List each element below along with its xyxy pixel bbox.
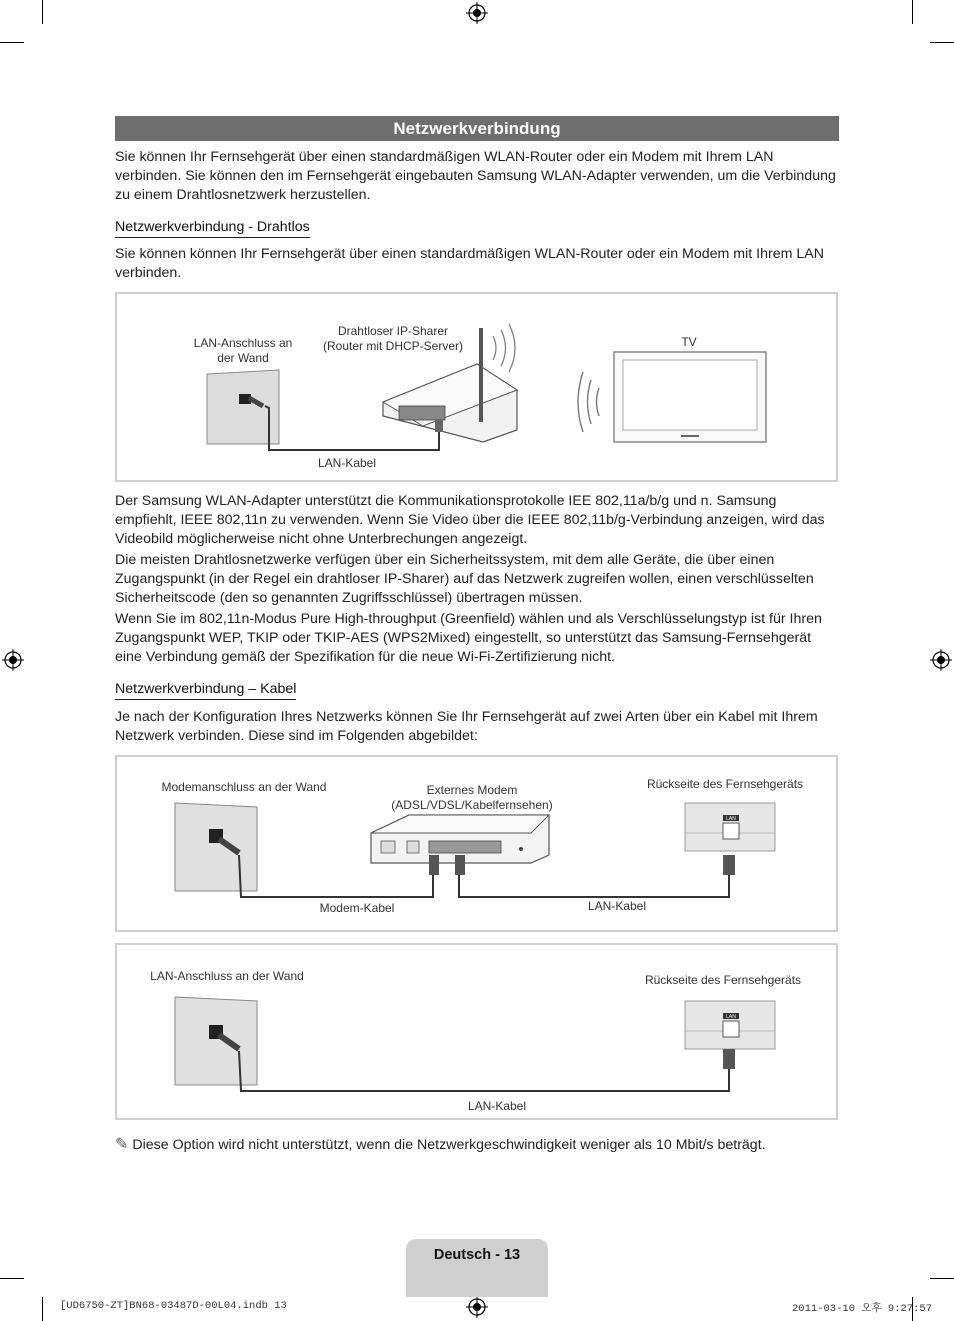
lan-port-label: LAN	[726, 816, 736, 822]
note	[115, 1135, 845, 1155]
lan-cable-label: LAN-Kabel	[467, 1099, 527, 1113]
crop-mark	[42, 0, 43, 24]
crop-mark	[42, 1297, 43, 1321]
crop-mark	[930, 42, 954, 43]
wired-text: Je nach der Konfiguration Ihres Netzwerks können Sie Ihr Fernsehgerät auf zwei Arten über ein Kabel mit Ihrem Netzwerk verbinden. Diese sind im Folgenden abgebildet:	[115, 709, 818, 744]
lan-port-icon	[723, 823, 739, 839]
wired-heading: Netzwerkverbindung – Kabel	[115, 680, 296, 700]
wall-icon	[175, 803, 257, 891]
wireless-heading: Netzwerkverbindung - Drahtlos	[115, 218, 310, 238]
print-date: 2011-03-10 오후 9:27:57	[792, 1303, 933, 1315]
wifi-signal-icon	[493, 324, 515, 372]
crop-mark	[0, 1278, 24, 1279]
lan-plug-icon	[455, 855, 465, 875]
tv-back-label: Rückseite des Fernsehgeräts	[644, 973, 802, 987]
lan-cable-line	[239, 1051, 729, 1091]
crop-mark	[930, 1278, 954, 1279]
crop-mark	[0, 42, 24, 43]
crop-mark	[912, 0, 913, 24]
note-text: Diese Option wird nicht unterstützt, wenn die Netzwerkgeschwindigkeit weniger als 10 Mbit/s beträgt.	[132, 1137, 766, 1153]
tv-label: TV	[681, 335, 697, 349]
lan-cable-label: LAN-Kabel	[587, 899, 647, 913]
wireless-diagram-art	[117, 294, 836, 480]
wireless-diagram	[115, 292, 838, 482]
modem-plug-icon	[429, 855, 439, 875]
lan-port-label: LAN	[726, 1014, 736, 1020]
registration-mark-icon	[466, 1296, 488, 1318]
lan-wall-label: LAN-Anschluss an der Wand	[150, 969, 304, 983]
wireless-note-1: Der Samsung WLAN-Adapter unterstützt die Kommunikationsprotokolle IEE 802,11a/b/g und n. Samsung empfiehlt, IEEE 802,11n zu verwenden. Wenn Sie Video über die IEEE 802,11b/g-Verbindung anzeigen, wird das Videobild möglicherweise nicht ohne Unterbrechungen angezeigt.	[115, 493, 825, 547]
wireless-note-2: Die meisten Drahtlosnetzwerke verfügen über ein Sicherheitssystem, mit dem alle Geräte, die über einen Zugangspunkt (in der Regel ein drahtloser IP-Sharer) auf das Netzwerk zugreifen wollen, einen verschlüsselten Sicherheitscode (den so genannten Zugriffsschlüssel) übertragen müssen.	[115, 552, 814, 606]
modem-wall-label: Modemanschluss an der Wand	[161, 780, 327, 794]
wired-diagram-wall-art	[117, 945, 836, 1118]
wall-icon	[175, 997, 257, 1085]
section-title: Netzwerkverbindung	[115, 116, 839, 141]
lan-port-icon	[723, 1021, 739, 1037]
lan-plug-icon	[723, 855, 735, 875]
wired-diagram-modem	[115, 755, 838, 932]
page-number: Deutsch - 13	[406, 1239, 548, 1297]
registration-mark-icon	[2, 649, 24, 671]
wired-diagram-wall	[115, 943, 838, 1120]
file-info: [UD6750-ZT]BN68-03487D-00L04.indb 13	[60, 1300, 287, 1312]
wireless-note-3: Wenn Sie im 802,11n-Modus Pure High-throughput (Greenfield) wählen und als Verschlüsselungstyp ist für Ihren Zugangspunkt WEP, TKIP oder TKIP-AES (WPS2Mixed) eingestellt, so unterstützt das Samsung-Fernsehgerät eine Verbindung gemäß der Spezifikation für die neue Wi-Fi-Zertifizierung nicht.	[115, 611, 822, 665]
lan-plug-icon	[723, 1049, 735, 1069]
wifi-signal-icon	[578, 372, 599, 432]
wall-port-label: LAN-Anschluss an der Wand	[193, 336, 293, 365]
registration-mark-icon	[466, 2, 488, 24]
intro-paragraph: Sie können Ihr Fernsehgerät über einen standardmäßigen WLAN-Router oder ein Modem mit Ihrem LAN verbinden. Sie können den im Fernsehgerät eingebauten Samsung WLAN-Adapter verwenden, um die Verbindung zu einem Drahtlosnetzwerk herzustellen.	[115, 149, 836, 203]
wireless-text: Sie können können Ihr Fernsehgerät über einen standardmäßigen WLAN-Router oder ein Modem mit Ihrem LAN verbinden.	[115, 246, 824, 281]
lan-cable-label: LAN-Kabel	[317, 456, 377, 470]
wired-diagram-modem-art	[117, 757, 836, 930]
lan-cable-line	[459, 873, 729, 897]
tv-back-label: Rückseite des Fernsehgeräts	[646, 777, 804, 791]
registration-mark-icon	[930, 649, 952, 671]
pencil-icon: ✎	[115, 1136, 129, 1153]
modem-label: Externes Modem (ADSL/VDSL/Kabelfernsehen)	[391, 783, 553, 812]
router-label: Drahtloser IP-Sharer (Router mit DHCP-Server)	[322, 324, 463, 353]
modem-cable-label: Modem-Kabel	[319, 901, 395, 915]
